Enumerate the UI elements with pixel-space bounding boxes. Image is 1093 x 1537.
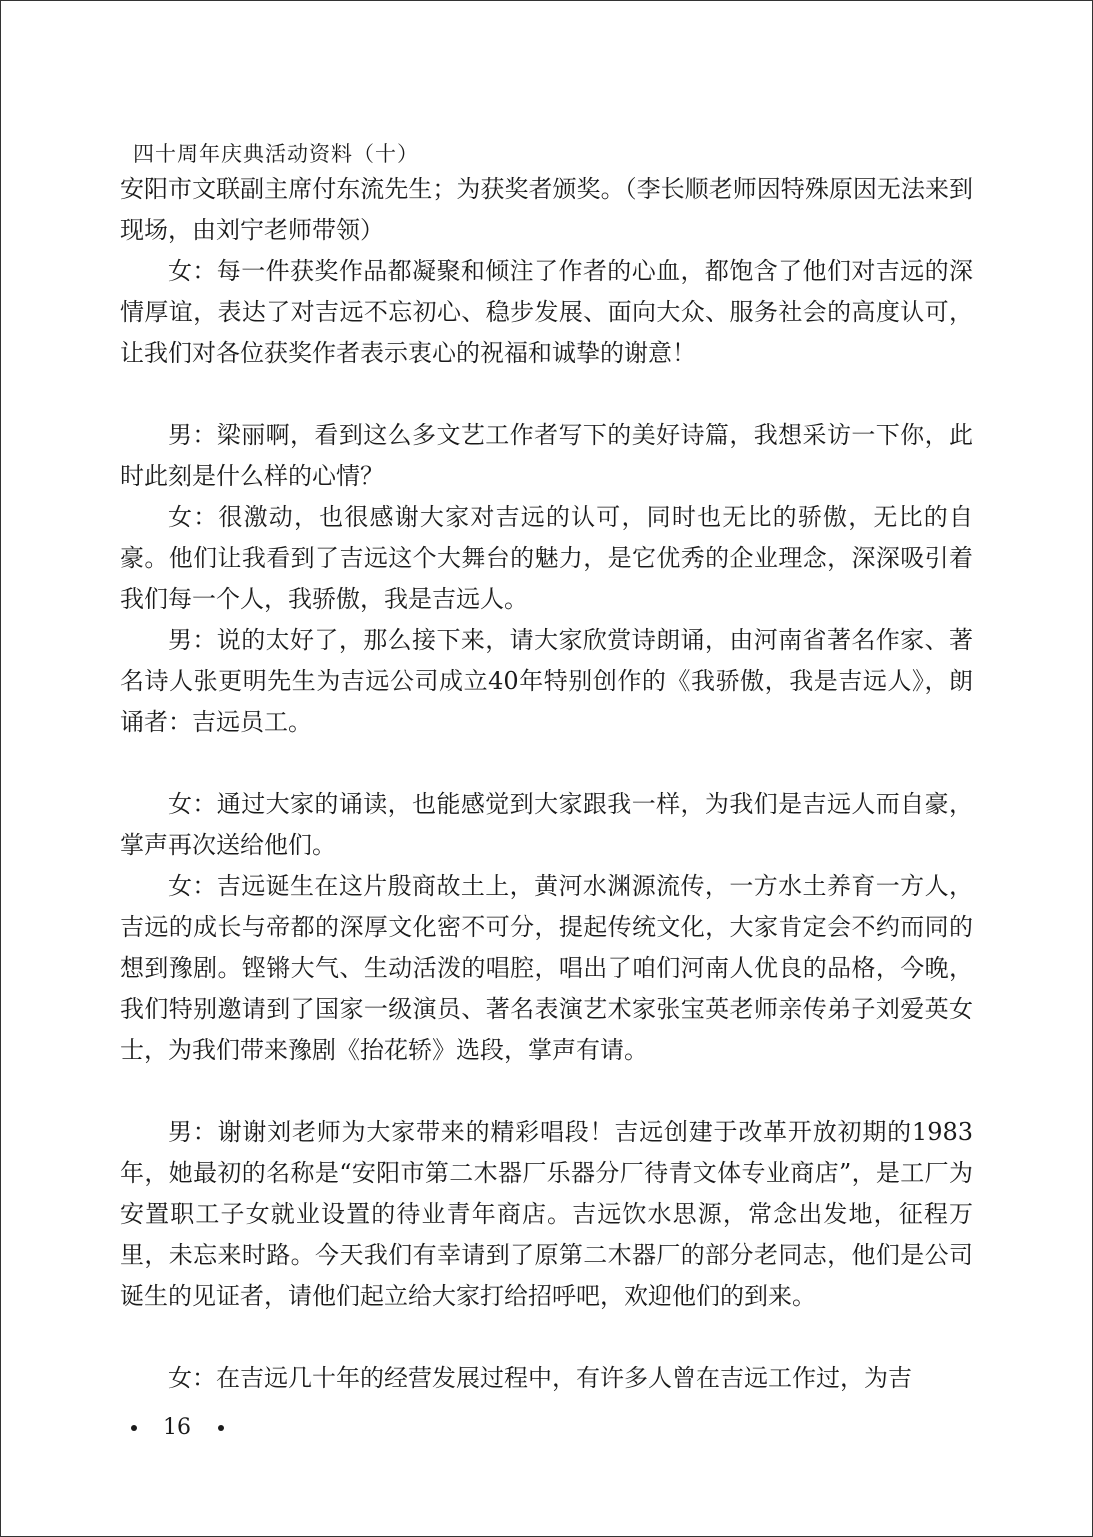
page-number: 16 (163, 1415, 191, 1440)
paragraph-thanks-authors: 女：每一件获奖作品都凝聚和倾注了作者的心血，都饱含了他们对吉远的深情厚谊，表达了对吉远不忘初心、稳步发展、面向大众、服务社会的高度认可，让我们对各位获奖作者表示衷心的祝福和诚挚的谢意！ (120, 257, 973, 367)
paragraph-interview-question: 男：梁丽啊，看到这么多文艺工作者写下的美好诗篇，我想采访一下你，此时此刻是什么样的心情？ (120, 421, 973, 490)
paragraph-interview-answer: 女：很激动，也很感谢大家对吉远的认可，同时也无比的骄傲，无比的自豪。他们让我看到了吉远这个大舞台的魅力，是它优秀的企业理念，深深吸引着我们每一个人，我骄傲，我是吉远人。 (120, 503, 973, 613)
paragraph-award-presenter: 安阳市文联副主席付东流先生；为获奖者颁奖。（李长顺老师因特殊原因无法来到现场，由刘宁老师带领） (120, 175, 973, 244)
paragraph-applause: 女：通过大家的诵读，也能感觉到大家跟我一样，为我们是吉远人而自豪，掌声再次送给他们。 (120, 790, 973, 859)
paragraph-company-history: 男：谢谢刘老师为大家带来的精彩唱段！吉远创建于改革开放初期的1983年，她最初的名称是“安阳市第二木器厂乐器分厂待青文体专业商店”，是工厂为安置职工子女就业设置的待业青年商店。吉远饮水思源，常念出发地，征程万里，未忘来时路。今天我们有幸请到了原第二木器厂的部分老同志，他们是公司诞生的见证者，请他们起立给大家打给招呼吧，欢迎他们的到来。 (120, 1118, 973, 1310)
bullet-dot-right-icon (218, 1425, 224, 1431)
paragraph-opera-introduction: 女：吉远诞生在这片殷商故土上，黄河水渊源流传，一方水土养育一方人，吉远的成长与帝都的深厚文化密不可分，提起传统文化，大家肯定会不约而同的想到豫剧。铿锵大气、生动活泼的唱腔，唱出了咱们河南人优良的品格，今晚，我们特别邀请到了国家一级演员、著名表演艺术家张宝英老师亲传弟子刘爱英女士，为我们带来豫剧《抬花轿》选段，掌声有请。 (120, 872, 973, 1064)
running-header: 四十周年庆典活动资料（十） (133, 142, 419, 166)
paragraph-poem-introduction: 男：说的太好了，那么接下来，请大家欣赏诗朗诵，由河南省著名作家、著名诗人张更明先生为吉远公司成立40年特别创作的《我骄傲，我是吉远人》，朗诵者：吉远员工。 (120, 626, 973, 736)
body-text (120, 169, 973, 1399)
page-footer (131, 1413, 224, 1443)
bullet-dot-left-icon (131, 1425, 137, 1431)
paragraph-continued: 女：在吉远几十年的经营发展过程中，有许多人曾在吉远工作过，为吉 (168, 1364, 912, 1392)
